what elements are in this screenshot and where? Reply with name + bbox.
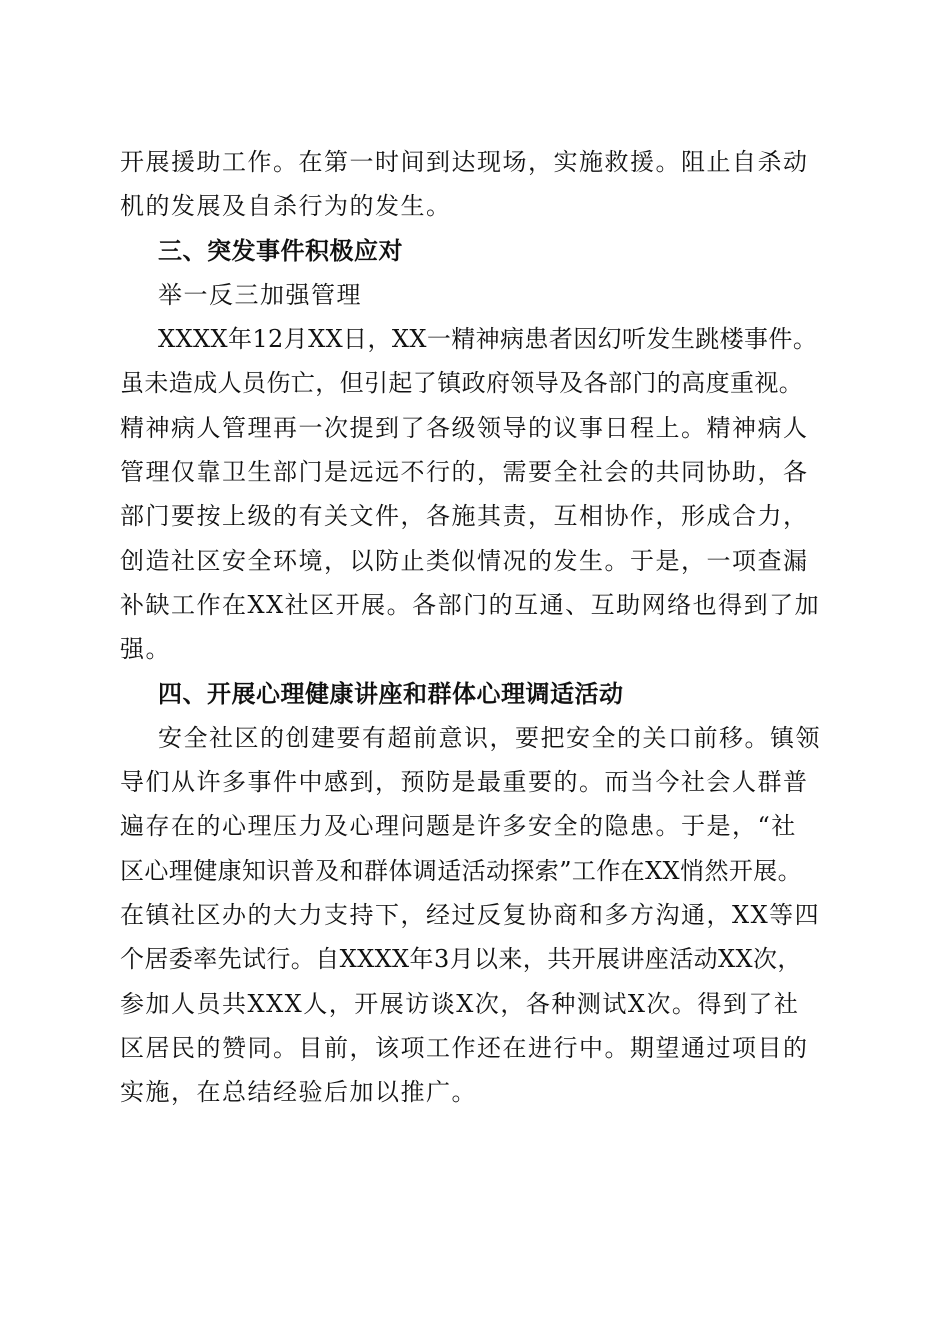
text-line: 创造社区安全环境，以防止类似情况的发生。于是，一项查漏 <box>120 546 809 575</box>
text-line: 强。 <box>120 635 171 664</box>
text-line: 实施，在总结经验后加以推广。 <box>120 1078 477 1107</box>
text-line: 参加人员共XXX人，开展访谈X次，各种测试X次。得到了社 <box>120 989 800 1018</box>
text-line: 虽未造成人员伤亡，但引起了镇政府领导及各部门的高度重视。 <box>120 369 804 398</box>
document-body <box>120 140 840 1115</box>
text-line: 区心理健康知识普及和群体调适活动探索”工作在XX悄然开展。 <box>120 856 803 885</box>
section-heading-four: 四、开展心理健康讲座和群体心理调适活动 <box>158 679 624 708</box>
text-line: 部门要按上级的有关文件，各施其责，互相协作，形成合力， <box>120 502 809 531</box>
text-line: 管理仅靠卫生部门是远远不行的，需要全社会的共同协助，各 <box>120 458 809 487</box>
text-line: 开展援助工作。在第一时间到达现场，实施救援。阻止自杀动 <box>120 148 809 176</box>
text-line: 补缺工作在XX社区开展。各部门的互通、互助网络也得到了加 <box>120 590 821 619</box>
text-line: 在镇社区办的大力支持下，经过反复协商和多方沟通，XX等四 <box>120 901 821 930</box>
text-line: 精神病人管理再一次提到了各级领导的议事日程上。精神病人 <box>120 413 809 442</box>
section-subheading: 举一反三加强管理 <box>158 280 362 309</box>
text-line: 安全社区的创建要有超前意识，要把安全的关口前移。镇领 <box>158 723 821 752</box>
text-line: 机的发展及自杀行为的发生。 <box>120 192 452 221</box>
section-heading-three: 三、突发事件积极应对 <box>158 236 403 265</box>
text-line: 区居民的赞同。目前，该项工作还在进行中。期望通过项目的 <box>120 1033 809 1062</box>
text-line: 个居委率先试行。自XXXX年3月以来，共开展讲座活动XX次， <box>120 945 802 974</box>
text-line: XXXX年12月XX日，XX一精神病患者因幻听发生跳楼事件。 <box>158 325 818 354</box>
text-line: 导们从许多事件中感到，预防是最重要的。而当今社会人群普 <box>120 768 809 797</box>
text-line: 遍存在的心理压力及心理问题是许多安全的隐患。于是，“社 <box>120 812 797 841</box>
